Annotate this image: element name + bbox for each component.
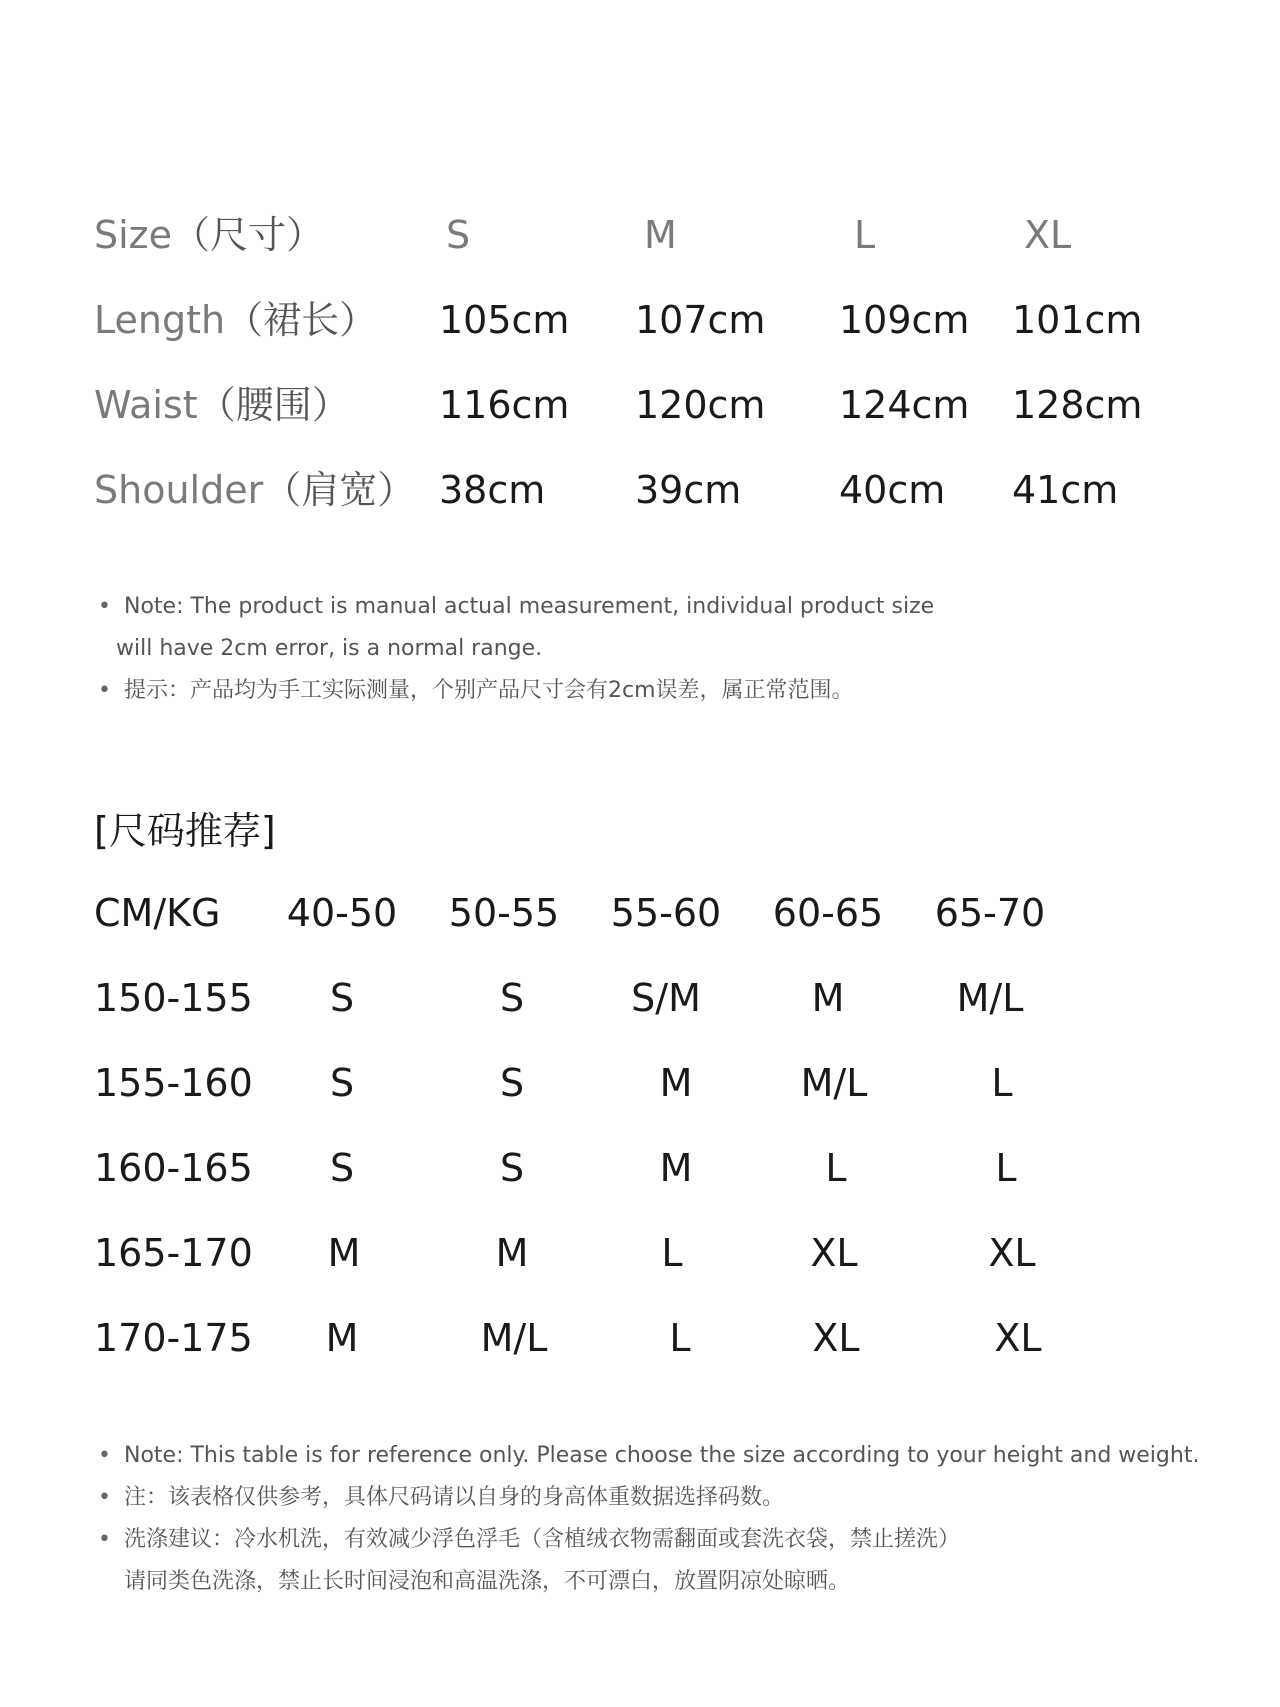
weight-header: 40-50 — [286, 891, 398, 935]
waist-xl: 128cm — [1012, 383, 1143, 427]
size-cell: M — [327, 1231, 361, 1275]
length-m: 107cm — [635, 298, 766, 342]
size-s-header: S — [446, 213, 471, 257]
shoulder-row — [94, 467, 1194, 552]
size-cell: L — [995, 1146, 1017, 1190]
length-l: 109cm — [839, 298, 970, 342]
note-measurement-en — [98, 586, 1248, 670]
size-label: Size（尺寸） — [94, 213, 325, 257]
note-line: 请同类色洗涤，禁止长时间浸泡和高温洗涤，不可漂白，放置阴凉处晾晒。 — [124, 1569, 851, 1594]
note-line: Note: This table is for reference only. Please choose the size according to your height and weight. — [124, 1443, 1200, 1468]
bullet-icon: • — [98, 1527, 111, 1552]
note-measurement-cn — [98, 670, 1248, 712]
recommendation-notes — [98, 1435, 1248, 1603]
waist-row — [94, 382, 1194, 467]
size-cell: L — [661, 1231, 683, 1275]
size-cell: M/L — [956, 976, 1024, 1020]
recommendation-header-row — [94, 890, 1194, 975]
size-cell: XL — [988, 1231, 1036, 1275]
waist-l: 124cm — [839, 383, 970, 427]
bullet-icon: • — [98, 1485, 111, 1510]
height-label: 165-170 — [94, 1231, 253, 1275]
table-row — [94, 1145, 1194, 1230]
height-label: 150-155 — [94, 976, 253, 1020]
size-cell: M — [325, 1316, 359, 1360]
table-row — [94, 1230, 1194, 1315]
length-label: Length（裙长） — [94, 298, 378, 342]
note-line: 洗涤建议：冷水机洗，有效减少浮色浮毛（含植绒衣物需翻面或套洗衣袋，禁止搓洗） — [124, 1527, 961, 1552]
measurement-notes — [98, 586, 1248, 712]
measurement-table — [94, 212, 1194, 552]
recommendation-title: [尺码推荐] — [94, 809, 276, 853]
size-cell: M — [495, 1231, 529, 1275]
bullet-icon: • — [98, 678, 111, 703]
shoulder-s: 38cm — [439, 468, 546, 512]
waist-label: Waist（腰围） — [94, 383, 350, 427]
corner-label: CM/KG — [94, 891, 221, 935]
size-cell: L — [825, 1146, 847, 1190]
bullet-icon: • — [98, 594, 111, 619]
shoulder-m: 39cm — [635, 468, 742, 512]
size-cell: S — [499, 1146, 525, 1190]
weight-header: 65-70 — [934, 891, 1046, 935]
size-cell: XL — [810, 1231, 858, 1275]
size-m-header: M — [644, 213, 677, 257]
note-reference-en — [98, 1435, 1248, 1477]
bullet-icon: • — [98, 1443, 111, 1468]
note-line: Note: The product is manual actual measurement, individual product size — [124, 594, 935, 619]
size-cell: S/M — [631, 976, 701, 1020]
note-line: will have 2cm error, is a normal range. — [116, 636, 543, 661]
weight-header: 55-60 — [610, 891, 722, 935]
table-row — [94, 1060, 1194, 1145]
size-cell: S — [499, 1061, 525, 1105]
note-line: 提示：产品均为手工实际测量，个别产品尺寸会有2cm误差，属正常范围。 — [124, 678, 854, 703]
size-cell: M — [811, 976, 845, 1020]
length-s: 105cm — [439, 298, 570, 342]
shoulder-l: 40cm — [839, 468, 946, 512]
size-xl-header: XL — [1024, 213, 1072, 257]
recommendation-table — [94, 890, 1194, 1400]
weight-header: 60-65 — [772, 891, 884, 935]
size-cell: S — [499, 976, 525, 1020]
shoulder-label: Shoulder（肩宽） — [94, 468, 416, 512]
measurement-header-row — [94, 212, 1194, 297]
height-label: 160-165 — [94, 1146, 253, 1190]
size-cell: XL — [994, 1316, 1042, 1360]
size-cell: XL — [812, 1316, 860, 1360]
table-row — [94, 975, 1194, 1060]
length-row — [94, 297, 1194, 382]
size-cell: M/L — [800, 1061, 868, 1105]
size-cell: M — [659, 1061, 693, 1105]
waist-m: 120cm — [635, 383, 766, 427]
size-cell: S — [329, 1146, 355, 1190]
size-cell: S — [329, 976, 355, 1020]
size-cell: L — [991, 1061, 1013, 1105]
size-cell: L — [669, 1316, 691, 1360]
size-cell: S — [329, 1061, 355, 1105]
note-line: 注：该表格仅供参考，具体尺码请以自身的身高体重数据选择码数。 — [124, 1485, 785, 1510]
height-label: 170-175 — [94, 1316, 253, 1360]
size-cell: M/L — [480, 1316, 548, 1360]
table-row — [94, 1315, 1194, 1400]
size-l-header: L — [854, 213, 876, 257]
note-reference-cn — [98, 1477, 1248, 1519]
height-label: 155-160 — [94, 1061, 253, 1105]
length-xl: 101cm — [1012, 298, 1143, 342]
weight-header: 50-55 — [448, 891, 560, 935]
size-cell: M — [659, 1146, 693, 1190]
shoulder-xl: 41cm — [1012, 468, 1119, 512]
note-washing — [98, 1519, 1248, 1603]
waist-s: 116cm — [439, 383, 570, 427]
